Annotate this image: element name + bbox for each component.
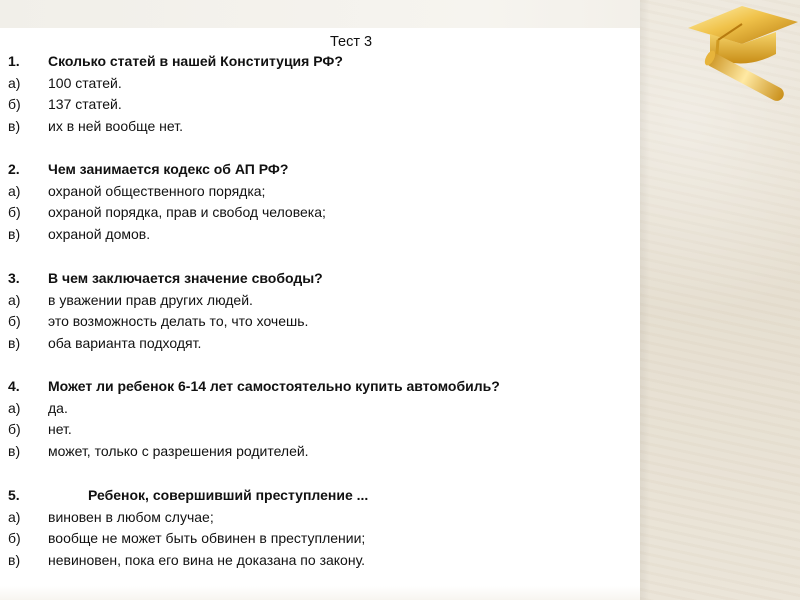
question-line (8, 268, 636, 290)
option-text: охраной общественного порядка; (48, 182, 266, 199)
answer-option (8, 116, 636, 138)
page-title: Тест 3 (330, 34, 373, 50)
question-text: Может ли ребенок 6-14 лет самостоятельно купить автомобиль? (48, 378, 500, 394)
option-marker: а) (8, 399, 21, 416)
graduation-cap-icon (680, 0, 800, 110)
option-marker: в) (8, 334, 21, 351)
option-text: может, только с разрешения родителей. (48, 442, 309, 459)
answer-option (8, 507, 636, 529)
option-marker: в) (8, 551, 21, 568)
question-number: 1. (8, 53, 20, 69)
answer-option (8, 290, 636, 312)
option-marker: б) (8, 421, 21, 438)
question-number: 2. (8, 161, 20, 177)
question-line (8, 51, 636, 73)
answer-option (8, 311, 636, 333)
answer-option (8, 73, 636, 95)
option-marker: а) (8, 508, 21, 525)
option-marker: б) (8, 204, 21, 221)
question-text: Чем занимается кодекс об АП РФ? (48, 161, 289, 177)
question-number: 4. (8, 378, 20, 394)
option-marker: б) (8, 530, 21, 547)
question-number: 3. (8, 270, 20, 286)
question-text: Сколько статей в нашей Конституция РФ? (48, 53, 343, 69)
question-line (8, 159, 636, 181)
option-text: их в ней вообще нет. (48, 117, 183, 134)
answer-option (8, 333, 636, 355)
question-line (8, 485, 636, 507)
option-marker: б) (8, 313, 21, 330)
option-text: невиновен, пока его вина не доказана по закону. (48, 551, 366, 568)
answer-option (8, 94, 636, 116)
option-marker: а) (8, 182, 21, 199)
option-text: это возможность делать то, что хочешь. (48, 313, 309, 330)
question-4 (8, 376, 636, 462)
answer-option (8, 550, 636, 572)
option-marker: в) (8, 225, 21, 242)
answer-option (8, 441, 636, 463)
option-text: охраной порядка, прав и свобод человека; (48, 204, 326, 221)
option-marker: в) (8, 442, 21, 459)
option-text: 100 статей. (48, 74, 122, 91)
question-5 (8, 485, 636, 571)
option-marker: в) (8, 117, 21, 134)
option-text: вообще не может быть обвинен в преступлении; (48, 530, 366, 547)
question-text: Ребенок, совершивший преступление ... (88, 487, 369, 503)
option-text: виновен в любом случае; (48, 508, 214, 525)
option-marker: а) (8, 291, 21, 308)
option-marker: а) (8, 74, 21, 91)
answer-option (8, 398, 636, 420)
option-text: охраной домов. (48, 225, 151, 242)
question-text: В чем заключается значение свободы? (48, 270, 323, 286)
answer-option (8, 181, 636, 203)
option-text: да. (48, 399, 68, 416)
option-text: нет. (48, 421, 72, 438)
option-text: оба варианта подходят. (48, 334, 202, 351)
option-text: 137 статей. (48, 96, 122, 113)
panel-edge-shadow (640, 0, 650, 600)
answer-option (8, 419, 636, 441)
option-marker: б) (8, 96, 21, 113)
answer-option (8, 528, 636, 550)
question-1 (8, 51, 636, 137)
bottom-band (0, 586, 640, 600)
question-number: 5. (8, 487, 20, 503)
option-text: в уважении прав других людей. (48, 291, 253, 308)
question-3 (8, 268, 636, 354)
question-line (8, 376, 636, 398)
answer-option (8, 202, 636, 224)
question-2 (8, 159, 636, 245)
answer-option (8, 224, 636, 246)
